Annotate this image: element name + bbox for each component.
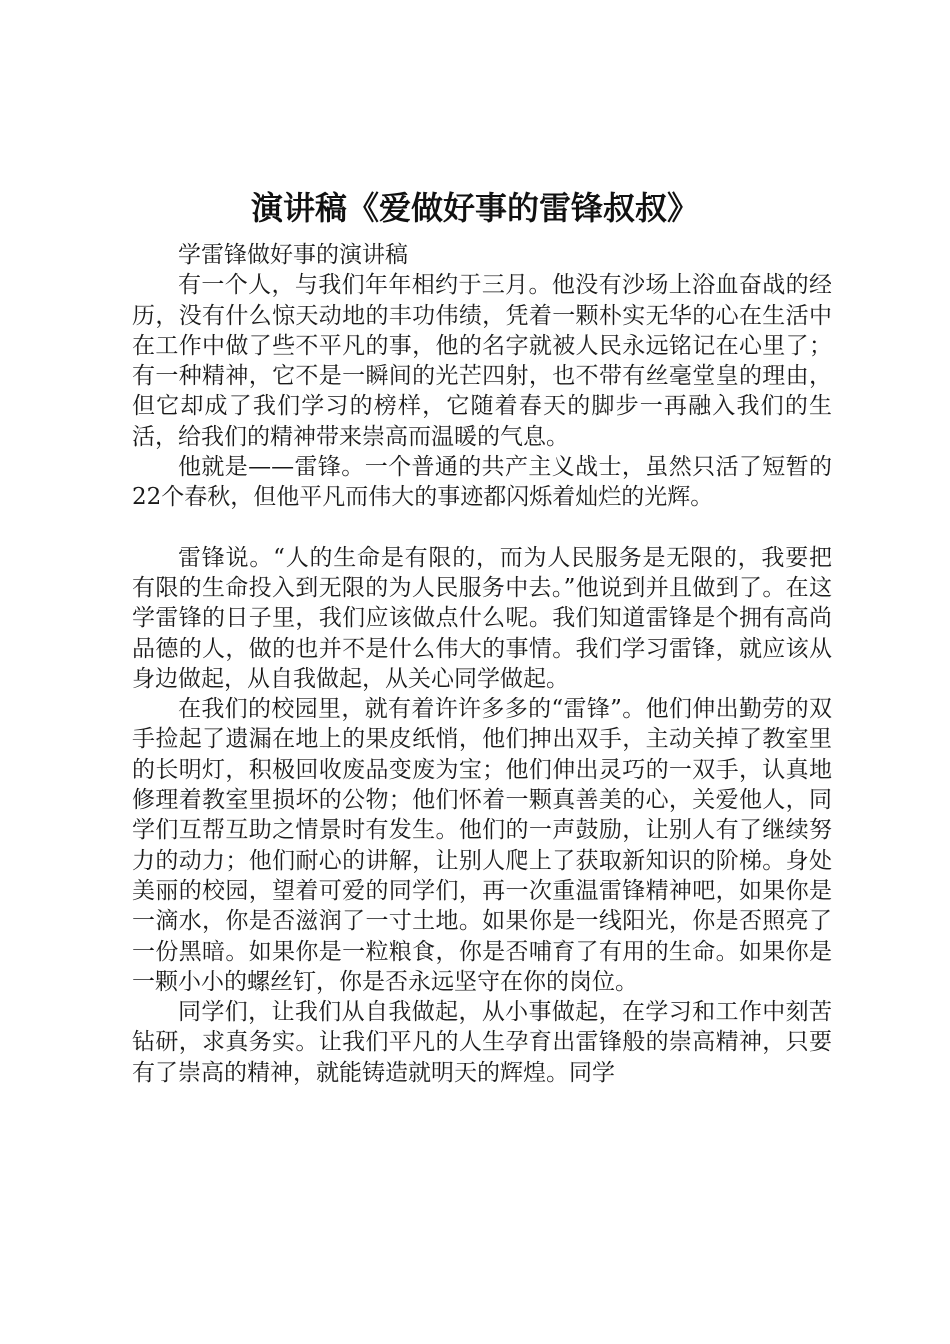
paragraph-1: 有一个人，与我们年年相约于三月。他没有沙场上浴血奋战的经历，没有什么惊天动地的丰功伟绩，凭着一颗朴实无华的心在生活中在工作中做了些不平凡的事，他的名字就被人民永远铭记在心里了；有一种精神，它不是一瞬间的光芒四射，也不带有丝毫堂皇的理由，但它却成了我们学习的榜样，它随着春天的脚步一再融入我们的生活，给我们的精神带来崇高而温暖的气息。 [132,272,832,450]
paragraph-2: 他就是——雷锋。一个普通的共产主义战士，虽然只活了短暂的22个春秋，但他平凡而伟大的事迹都闪烁着灿烂的光辉。 [132,454,832,511]
document-title: 演讲稿《爱做好事的雷锋叔叔》 [250,189,699,227]
paragraph-5: 同学们，让我们从自我做起，从小事做起，在学习和工作中刻苦钻研，求真务实。让我们平凡的人生孕育出雷锋般的崇高精神，只要有了崇高的精神，就能铸造就明天的辉煌。同学 [132,999,832,1086]
paragraph-3: 雷锋说。“人的生命是有限的，而为人民服务是无限的，我要把有限的生命投入到无限的为人民服务中去。”他说到并且做到了。在这学雷锋的日子里，我们应该做点什么呢。我们知道雷锋是个拥有高尚品德的人，做的也并不是什么伟大的事情。我们学习雷锋，就应该从身边做起，从自我做起，从关心同学做起。 [132,544,832,692]
document-body [132,240,832,1088]
paragraph-subtitle: 学雷锋做好事的演讲稿 [178,242,408,268]
paragraph-4: 在我们的校园里，就有着许许多多的“雷锋”。他们伸出勤劳的双手捡起了遗漏在地上的果皮纸悄，他们抻出双手，主动关掉了教室里的长明灯，积极回收废品变废为宝；他们伸出灵巧的一双手，认真地修理着教室里损坏的公物；他们怀着一颗真善美的心，关爱他人，同学们互帮互助之情景时有发生。他们的一声鼓励，让别人有了继续努力的动力；他们耐心的讲解，让别人爬上了获取新知识的阶梯。身处美丽的校园，望着可爱的同学们，再一次重温雷锋精神吧，如果你是一滴水，你是否滋润了一寸土地。如果你是一线阳光，你是否照亮了一份黑暗。如果你是一粒粮食，你是否哺育了有用的生命。如果你是一颗小小的螺丝钉，你是否永远坚守在你的岗位。 [132,696,832,995]
